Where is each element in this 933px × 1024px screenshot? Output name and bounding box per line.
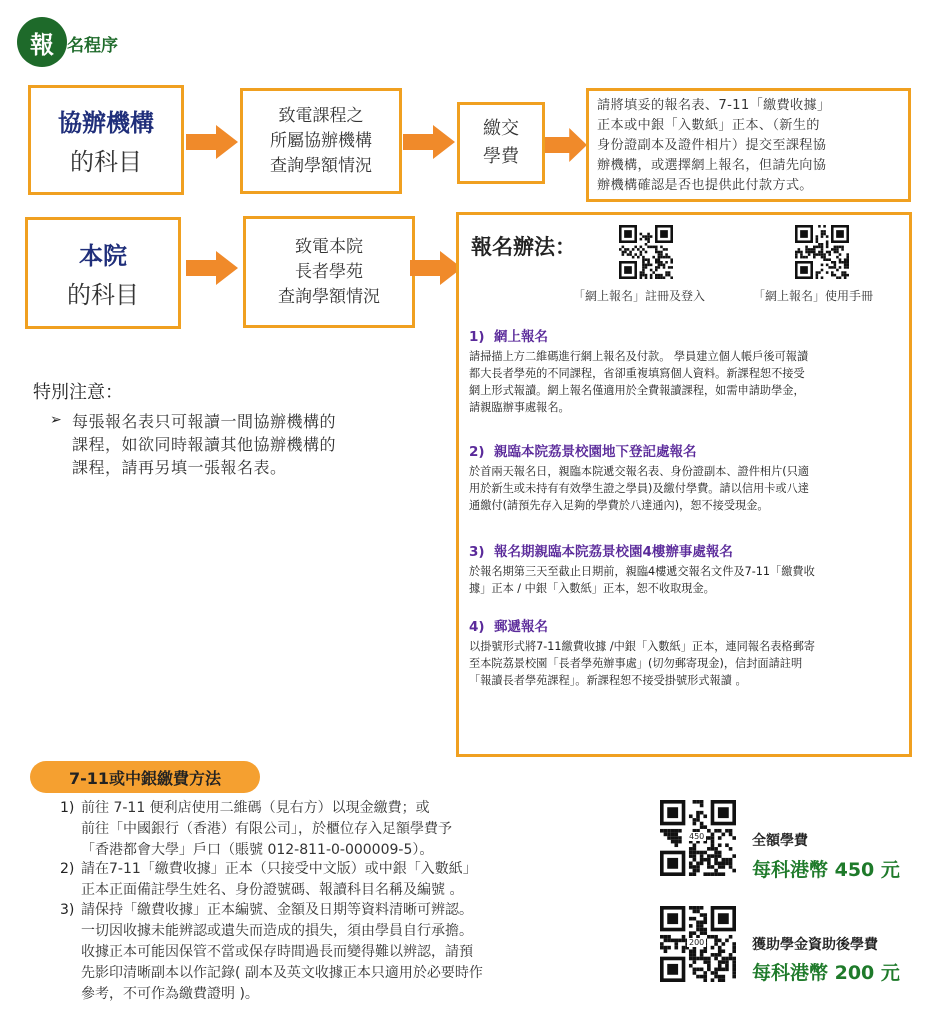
fee-full-label: 全額學費 bbox=[752, 833, 808, 849]
arrow-right-icon bbox=[545, 128, 587, 162]
flow-box-call-partner-text: 致電課程之 所屬協辦機構 查詢學額情況 bbox=[270, 105, 372, 176]
qr-overlay-text: 200 bbox=[689, 938, 705, 947]
fee-full-amount: 每科港幣 450 元 bbox=[752, 859, 900, 881]
fee-subsidised-label: 獲助學金資助後學費 bbox=[752, 937, 878, 953]
notice-heading: 特別注意： bbox=[33, 382, 123, 403]
method-title-text: 親臨本院荔景校園地下登記處報名 bbox=[493, 444, 697, 460]
method-num: 4) bbox=[469, 619, 485, 635]
method-body: 於報名期第三天至截止日期前，親臨4樓遞交報名文件及7-11「繳費收 據」正本 / 中銀「入數紙」正本，恕不收取現金。 bbox=[469, 565, 815, 595]
method-title bbox=[469, 325, 899, 345]
qr-pattern-icon bbox=[795, 225, 849, 279]
method-num: 3) bbox=[469, 544, 485, 560]
payment-item-text: 請在7-11「繳費收據」正本（只接受中文版）或中銀「入數紙」 正本正面備註學生姓名、身份證號碼、報讀科目名稱及編號 。 bbox=[81, 861, 477, 898]
header-title: 名程序 bbox=[67, 36, 118, 56]
arrow-right-icon bbox=[186, 251, 238, 285]
qr-code-user-manual[interactable] bbox=[795, 225, 849, 279]
payment-item-num: 1) bbox=[60, 800, 75, 816]
arrow-right-icon bbox=[186, 125, 238, 159]
method-title-text: 報名期親臨本院荔景校園4樓辦事處報名 bbox=[493, 544, 733, 560]
method-item bbox=[469, 615, 899, 689]
qr-code-full-fee[interactable] bbox=[660, 800, 736, 876]
arrow-right-icon bbox=[403, 125, 455, 159]
flow-box-submit-form bbox=[586, 88, 911, 202]
flow-box-call-academy bbox=[243, 216, 415, 328]
method-body: 以掛號形式將7-11繳費收據 /中銀「入數紙」正本，連同報名表格郵寄 至本院荔景校園「長者學苑辦事處」(切勿郵寄現金)，信封面請註明 「報讀長者學苑課程」。新課程恕不接受掛號形式報讀 。 bbox=[469, 640, 815, 687]
flow-box-partner-title: 協辦機構 bbox=[58, 109, 154, 137]
method-title bbox=[469, 540, 899, 560]
method-body: 請掃描上方二維碼進行網上報名及付款。 學員建立個人帳戶後可報讀 都大長者學苑的不同課程，省卻重複填寫個人資料。新課程恕不接受 網上形式報讀。網上報名僅適用於全費報讀課程，如需申請助學金， 請親臨辦事處報名。 bbox=[469, 350, 809, 414]
flow-box-call-partner bbox=[240, 88, 402, 194]
flow-box-partner-courses bbox=[28, 85, 184, 195]
method-item bbox=[469, 325, 899, 416]
method-title-text: 網上報名 bbox=[493, 329, 548, 345]
payment-item-text: 請保持「繳費收據」正本編號、金額及日期等資料清晰可辨認。 一切因收據未能辨認或遺失而造成的損失，須由學員自行承擔。 收據正本可能因保管不當或保存時間過長而變得難以辨認，請預 先影印清晰副本以作記錄( 副本及英文收據正本只適用於必要時作 參考，不可作為繳費證明 )。 bbox=[81, 902, 483, 1002]
payment-item-num: 2) bbox=[60, 861, 75, 877]
flow-box-university-title: 本院 bbox=[79, 242, 127, 270]
payment-item-num: 3) bbox=[60, 902, 75, 918]
flow-box-pay-fee bbox=[457, 102, 545, 184]
method-num: 2) bbox=[469, 444, 485, 460]
header-badge bbox=[17, 17, 67, 67]
notice-text: 每張報名表只可報讀一間協辦機構的 課程，如欲同時報讀其他協辦機構的 課程，請再另填一張報名表。 bbox=[72, 412, 337, 477]
payment-heading-pill bbox=[30, 761, 260, 793]
qr-caption-online-registration: 「網上報名」註冊及登入 bbox=[573, 289, 706, 303]
header-badge-text: 報 bbox=[30, 30, 54, 59]
method-title bbox=[469, 440, 899, 460]
method-title bbox=[469, 615, 899, 635]
registration-methods-heading: 報名辦法： bbox=[471, 235, 576, 259]
method-item bbox=[469, 540, 899, 597]
qr-code-online-registration[interactable] bbox=[619, 225, 673, 279]
flow-box-call-academy-text: 致電本院 長者學苑 查詢學額情況 bbox=[278, 236, 380, 307]
flow-box-submit-form-text: 請將填妥的報名表、7-11「繳費收據」 正本或中銀「入數紙」正本、（新生的 身份證副本及證件相片）提交至課程協 辦機構，或選擇網上報名，但請先向協 辦機構確認是否也提供此付款方式。 bbox=[597, 98, 831, 193]
qr-pattern-icon bbox=[619, 225, 673, 279]
flow-box-university-courses bbox=[25, 217, 181, 329]
method-item bbox=[469, 440, 899, 514]
notice-bullet-icon: ➢ bbox=[50, 412, 62, 428]
method-title-text: 郵遞報名 bbox=[493, 619, 548, 635]
flow-box-pay-fee-text: 繳交 學費 bbox=[483, 118, 519, 167]
flow-box-partner-subtitle: 的科目 bbox=[70, 148, 142, 176]
method-num: 1) bbox=[469, 329, 485, 345]
payment-item-text: 前往 7-11 便利店使用二維碼（見右方）以現金繳費；或 前往「中國銀行（香港）有限公司」，於櫃位存入足額學費予 「香港都會大學」戶口（賬號 012-811-0-000009-5）。 bbox=[81, 800, 452, 858]
arrow-right-icon bbox=[410, 251, 462, 285]
flow-box-university-subtitle: 的科目 bbox=[67, 281, 139, 309]
qr-caption-user-manual: 「網上報名」使用手冊 bbox=[753, 289, 874, 303]
method-body: 於首兩天報名日，親臨本院遞交報名表、身份證副本、證件相片(只適 用於新生或未持有有效學生證之學員)及繳付學費。請以信用卡或八達 通繳付(請預先存入足夠的學費於八達通內)，恕不接受現金。 bbox=[469, 465, 809, 512]
qr-overlay-text: 450 bbox=[689, 832, 705, 841]
registration-methods-box bbox=[456, 212, 912, 757]
fee-subsidised-amount: 每科港幣 200 元 bbox=[752, 962, 900, 984]
payment-heading: 7-11或中銀繳費方法 bbox=[68, 768, 222, 788]
qr-code-subsidised-fee[interactable] bbox=[660, 906, 736, 982]
